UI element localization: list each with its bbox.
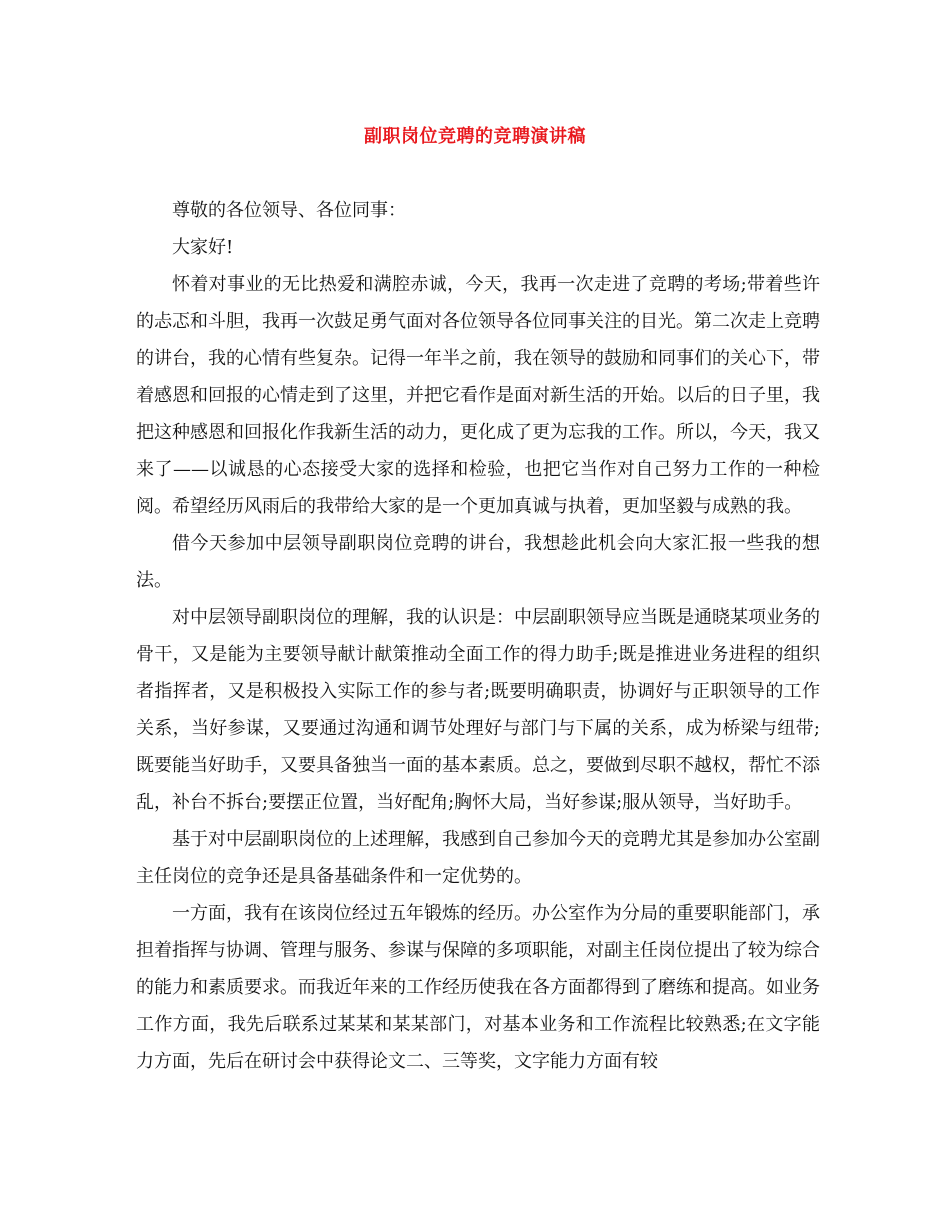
salutation-paragraph: 尊敬的各位领导、各位同事： [172, 200, 406, 221]
greeting-paragraph: 大家好! [172, 237, 234, 258]
body-paragraph: 怀着对事业的无比热爱和满腔赤诚，今天，我再一次走进了竞聘的考场;带着些许的忐忑和斗胆，我再一次鼓足勇气面对各位领导各位同事关注的目光。第二次走上竞聘的讲台，我的心情有些复杂。记得一年半之前，我在领导的鼓励和同事们的关心下，带着感恩和回报的心情走到了这里，并把它看作是面对新生活的开始。以后的日子里，我把这种感恩和回报化作我新生活的动力，更化成了更为忘我的工作。所以，今天，我又来了——以诚恳的心态接受大家的选择和检验，也把它当作对自己努力工作的一种检阅。希望经历风雨后的我带给大家的是一个更加真诚与执着，更加坚毅与成熟的我。 [136, 274, 820, 517]
body-paragraph: 借今天参加中层领导副职岗位竞聘的讲台，我想趁此机会向大家汇报一些我的想法。 [136, 533, 820, 591]
body-paragraph: 对中层领导副职岗位的理解，我的认识是：中层副职领导应当既是通晓某项业务的骨干，又是能为主要领导献计献策推动全面工作的得力助手;既是推进业务进程的组织者指挥者，又是积极投入实际工作的参与者;既要明确职责，协调好与正职领导的工作关系，当好参谋，又要通过沟通和调节处理好与部门与下属的关系，成为桥梁与纽带;既要能当好助手，又要具备独当一面的基本素质。总之，要做到尽职不越权，帮忙不添乱，补台不拆台;要摆正位置，当好配角;胸怀大局，当好参谋;服从领导，当好助手。 [136, 607, 820, 813]
body-paragraph: 一方面，我有在该岗位经过五年锻炼的经历。办公室作为分局的重要职能部门，承担着指挥与协调、管理与服务、参谋与保障的多项职能，对副主任岗位提出了较为综合的能力和素质要求。而我近年来的工作经历使我在各方面都得到了磨练和提高。如业务工作方面，我先后联系过某某和某某部门，对基本业务和工作流程比较熟悉;在文字能力方面，先后在研讨会中获得论文二、三等奖，文字能力方面有较 [136, 903, 820, 1072]
page-title: 副职岗位竞聘的竞聘演讲稿 [364, 126, 586, 147]
body-paragraph: 基于对中层副职岗位的上述理解，我感到自己参加今天的竞聘尤其是参加办公室副主任岗位的竞争还是具备基础条件和一定优势的。 [136, 829, 820, 887]
body-text [136, 192, 820, 1080]
